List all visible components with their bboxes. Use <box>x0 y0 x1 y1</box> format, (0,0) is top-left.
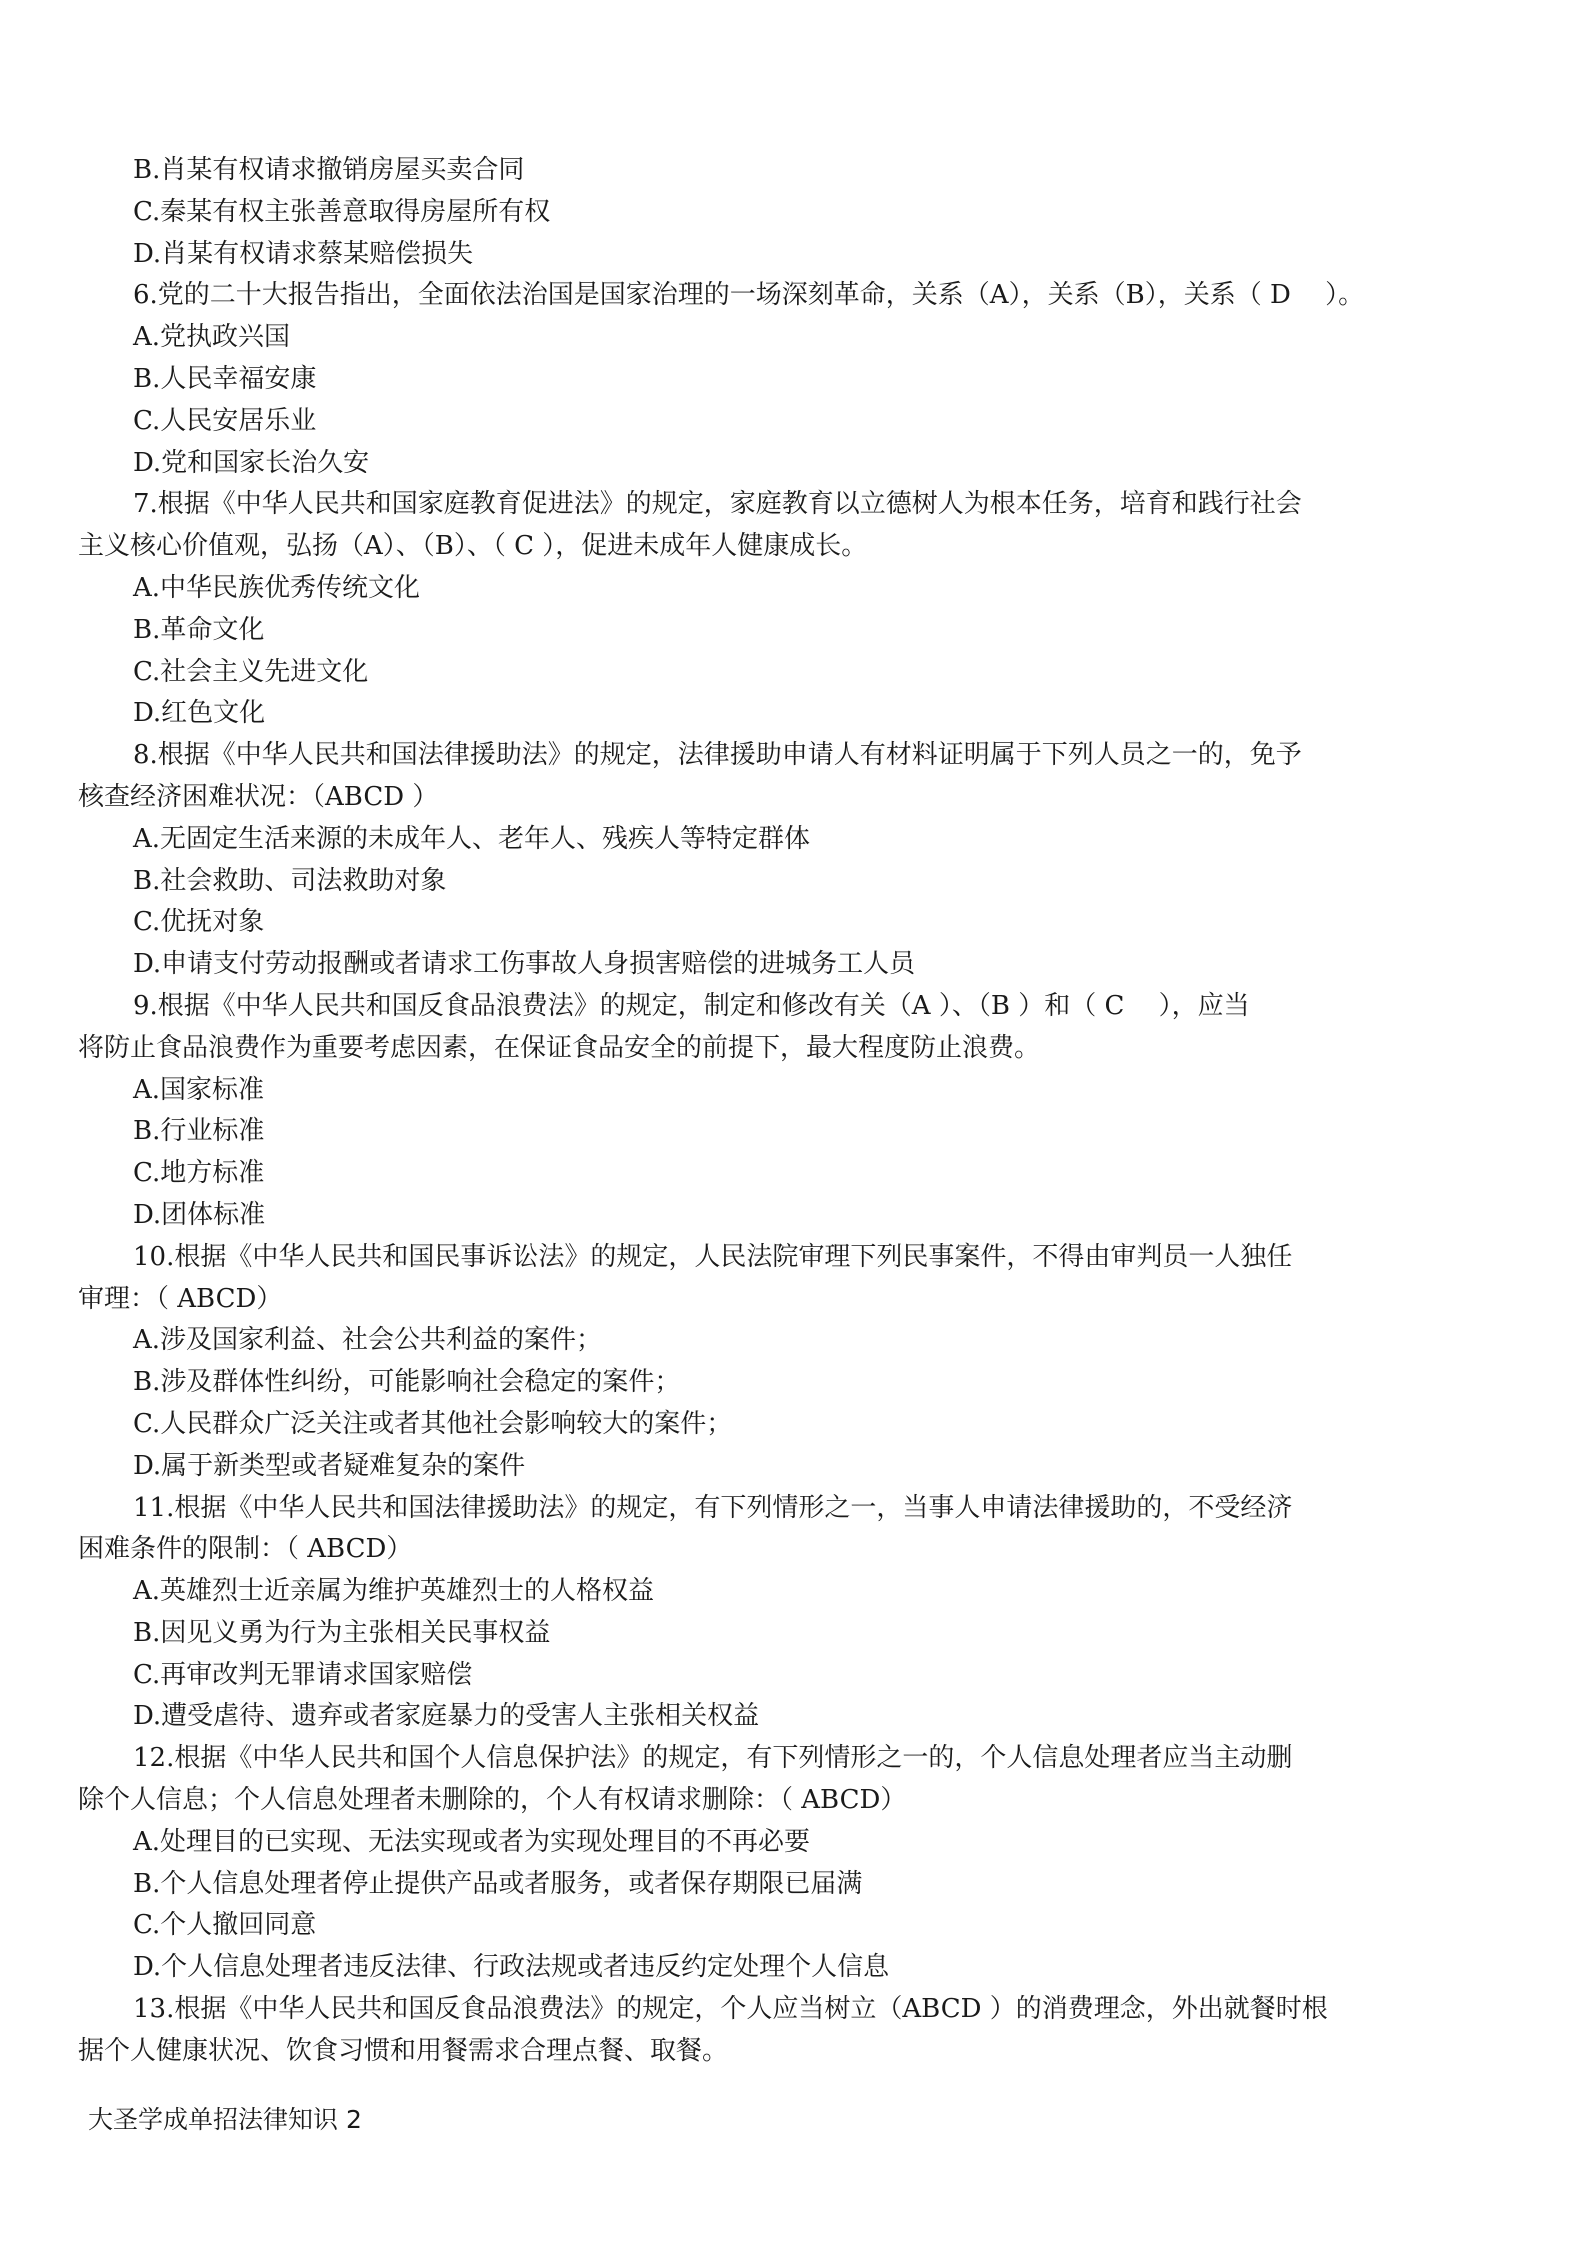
text-line: A.无固定生活来源的未成年人、老年人、残疾人等特定群体 <box>133 823 811 854</box>
text-line: D.遭受虐待、遗弃或者家庭暴力的受害人主张相关权益 <box>133 1701 760 1732</box>
text-line: 审理：（ ABCD） <box>78 1283 283 1314</box>
text-line: D.肖某有权请求蔡某赔偿损失 <box>133 238 474 269</box>
page-footer: 大圣学成单招法律知识 2 <box>88 2105 362 2134</box>
text-line: D.属于新类型或者疑难复杂的案件 <box>133 1450 526 1481</box>
text-line: A.英雄烈士近亲属为维护英雄烈士的人格权益 <box>133 1576 655 1607</box>
text-line: B.人民幸福安康 <box>133 363 317 394</box>
text-line: 据个人健康状况、饮食习惯和用餐需求合理点餐、取餐。 <box>78 2035 729 2066</box>
text-line: A.党执政兴国 <box>133 322 291 353</box>
text-line: B.涉及群体性纠纷，可能影响社会稳定的案件； <box>133 1367 681 1398</box>
text-line: 将防止食品浪费作为重要考虑因素，在保证食品安全的前提下，最大程度防止浪费。 <box>78 1032 1041 1063</box>
text-line: C.社会主义先进文化 <box>133 656 369 687</box>
text-line: 核查经济困难状况：（ABCD ） <box>78 781 439 812</box>
document-body <box>78 150 1518 2073</box>
text-line: B.行业标准 <box>133 1116 265 1147</box>
text-line: A.中华民族优秀传统文化 <box>133 572 421 603</box>
text-line: C.个人撤回同意 <box>133 1910 317 1941</box>
text-line: D.红色文化 <box>133 698 266 729</box>
text-line: D.个人信息处理者违反法律、行政法规或者违反约定处理个人信息 <box>133 1952 890 1983</box>
text-line: 11.根据《中华人民共和国法律援助法》的规定，有下列情形之一，当事人申请法律援助的，不受经济 <box>133 1492 1293 1523</box>
text-line: D.团体标准 <box>133 1199 266 1230</box>
text-line: C.人民安居乐业 <box>133 405 317 436</box>
text-line: 12.根据《中华人民共和国个人信息保护法》的规定，有下列情形之一的，个人信息处理者应当主动删 <box>133 1743 1293 1774</box>
text-line: B.社会救助、司法救助对象 <box>133 865 447 896</box>
text-line: B.个人信息处理者停止提供产品或者服务，或者保存期限已届满 <box>133 1868 863 1899</box>
text-line: 8.根据《中华人民共和国法律援助法》的规定，法律援助申请人有材料证明属于下列人员之一的，免予 <box>133 740 1302 771</box>
text-line: B.肖某有权请求撤销房屋买卖合同 <box>133 155 525 185</box>
text-line: A.涉及国家利益、社会公共利益的案件； <box>133 1325 603 1356</box>
text-line: C.地方标准 <box>133 1158 265 1189</box>
text-line: B.革命文化 <box>133 614 265 645</box>
text-line: 6.党的二十大报告指出，全面依法治国是国家治理的一场深刻革命，关系（A），关系（B），关系（ D ）。 <box>133 280 1365 311</box>
text-line: A.国家标准 <box>133 1074 265 1105</box>
text-line: C.再审改判无罪请求国家赔偿 <box>133 1659 473 1690</box>
text-line: 困难条件的限制：（ ABCD） <box>78 1534 413 1565</box>
text-line: 10.根据《中华人民共和国民事诉讼法》的规定，人民法院审理下列民事案件，不得由审判员一人独任 <box>133 1241 1293 1272</box>
text-line: 主义核心价值观，弘扬（A）、（B）、（ C ），促进未成年人健康成长。 <box>78 531 868 562</box>
text-line: C.人民群众广泛关注或者其他社会影响较大的案件； <box>133 1408 733 1439</box>
text-line: 9.根据《中华人民共和国反食品浪费法》的规定，制定和修改有关（A ）、（B ）和（ C ），应当 <box>133 990 1250 1021</box>
text-line: B.因见义勇为行为主张相关民事权益 <box>133 1617 551 1648</box>
text-line: A.处理目的已实现、无法实现或者为实现处理目的不再必要 <box>133 1826 811 1857</box>
text-line: 除个人信息；个人信息处理者未删除的，个人有权请求删除：（ ABCD） <box>78 1785 907 1816</box>
text-line: C.秦某有权主张善意取得房屋所有权 <box>133 196 551 227</box>
text-line: 13.根据《中华人民共和国反食品浪费法》的规定，个人应当树立（ABCD ）的消费理念，外出就餐时根 <box>133 1994 1328 2025</box>
text-line: C.优抚对象 <box>133 907 265 938</box>
text-line: 7.根据《中华人民共和国家庭教育促进法》的规定，家庭教育以立德树人为根本任务，培育和践行社会 <box>133 489 1302 520</box>
text-line: D.党和国家长治久安 <box>133 447 370 478</box>
text-line: D.申请支付劳动报酬或者请求工伤事故人身损害赔偿的进城务工人员 <box>133 949 916 980</box>
